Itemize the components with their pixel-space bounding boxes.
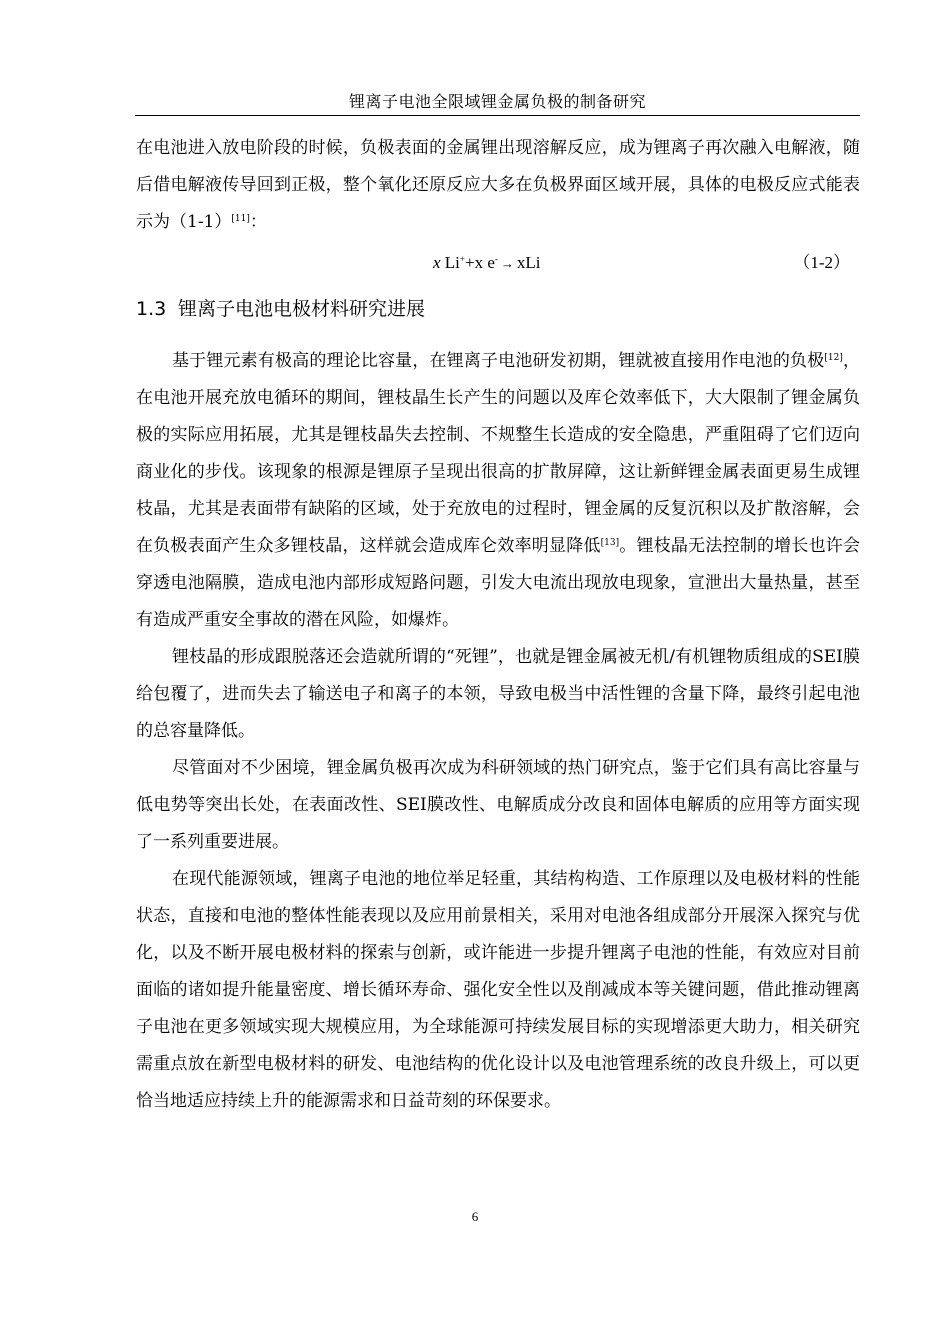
equation	[433, 248, 540, 279]
citation-11: [11]	[231, 214, 250, 224]
section-number: 1.3	[136, 298, 167, 320]
header-rule	[135, 115, 860, 116]
intro-paragraph	[136, 130, 860, 241]
equation-arrow: →	[500, 256, 514, 271]
equation-number: （1-2）	[793, 253, 850, 272]
paragraph-3: 尽管面对不少困境，锂金属负极再次成为科研领域的热门研究点，鉴于它们具有高比容量与低电势等突出长处，在表面改性、SEI膜改性、电解质成分改良和固体电解质的应用等方面实现了一系列重要进展。	[136, 758, 860, 852]
paragraph-1	[136, 343, 860, 639]
paragraph-1-part-3: 。锂枝晶无法控制的增长也许会穿透电池隔膜，造成电池内部形成短路问题，引发大电流出现放电现象，宣泄出大量热量，甚至有造成严重安全事故的潜在风险，如爆炸。	[136, 536, 861, 630]
section-title: 锂离子电池电极材料研究进展	[178, 298, 426, 320]
running-header: 锂离子电池全限域锂金属负极的制备研究	[348, 92, 646, 111]
equation-row	[136, 248, 860, 278]
equation-plus-sup: +	[459, 254, 465, 264]
section-heading	[136, 294, 425, 324]
equation-minus-sup: -	[494, 254, 498, 264]
equation-product: xLi	[516, 253, 541, 272]
paragraph-4: 在现代能源领域，锂离子电池的地位举足轻重，其结构构造、工作原理以及电极材料的性能状态，直接和电池的整体性能表现以及应用前景相关，采用对电池各组成部分开展深入探究与优化，以及不断开展电极材料的探索与创新，或许能进一步提升锂离子电池的性能，有效应对目前面临的诸如提升能量密度、增长循环寿命、强化安全性以及削减成本等关键问题，借此推动锂离子电池在更多领域实现大规模应用，为全球能源可持续发展目标的实现增添更大助力，相关研究需重点放在新型电极材料的研发、电池结构的优化设计以及电池管理系统的改良升级上，可以更恰当地适应持续上升的能源需求和日益苛刻的环保要求。	[136, 869, 860, 1111]
equation-coefficient: x	[433, 253, 441, 272]
paragraph-1-part-1: 基于锂元素有极高的理论比容量，在锂离子电池研发初期，锂就被直接用作电池的负极	[172, 351, 825, 371]
intro-paragraph-tail: ：	[249, 212, 267, 232]
page-number: 6	[471, 1209, 479, 1224]
intro-paragraph-text: 在电池进入放电阶段的时候，负极表面的金属锂出现溶解反应，成为锂离子再次融入电解液，随后借电解液传导回到正极，整个氧化还原反应大多在负极界面区域开展，具体的电极反应式能表示为（1-1）	[136, 138, 860, 232]
paragraph-1-part-2: ，在电池开展充放电循环的期间，锂枝晶生长产生的问题以及库仑效率低下，大大限制了锂金属负极的实际应用拓展，尤其是锂枝晶失去控制、不规整生长造成的安全隐患，严重阻碍了它们迈向商业化的步伐。该现象的根源是锂原子呈现出很高的扩散屏障，这让新鲜锂金属表面更易生成锂枝晶，尤其是表面带有缺陷的区域，处于充放电的过程时，锂金属的反复沉积以及扩散溶解，会在负极表面产生众多锂枝晶，这样就会造成库仑效率明显降低	[136, 351, 861, 556]
citation-13: [13]	[600, 538, 620, 548]
equation-middle: +x e	[464, 253, 495, 272]
citation-12: [12]	[824, 353, 843, 363]
paragraph-2: 锂枝晶的形成跟脱落还会造就所谓的“死锂”，也就是锂金属被无机/有机锂物质组成的SEI膜给包覆了，进而失去了输送电子和离子的本领，导致电极当中活性锂的含量下降，最终引起电池的总容量降低。	[136, 647, 860, 741]
intro-paragraph-block	[136, 130, 860, 241]
section-body	[136, 343, 860, 1120]
equation-li: Li	[444, 253, 460, 272]
